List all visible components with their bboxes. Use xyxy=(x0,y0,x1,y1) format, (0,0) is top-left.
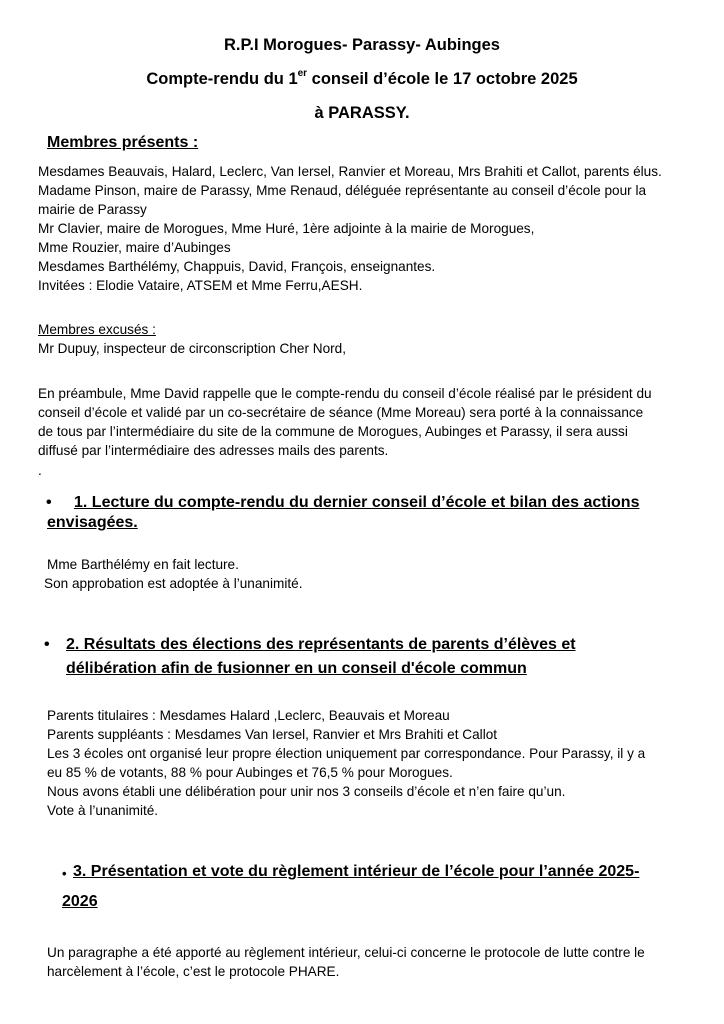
preamble-line: conseil d’école et validé par un co-secrétaire de séance (Mme Moreau) sera porté à la connaissance xyxy=(38,405,644,420)
members-present-line: Mesdames Barthélémy, Chappuis, David, François, enseignantes. xyxy=(38,259,436,274)
section2-line: Les 3 écoles ont organisé leur propre élection uniquement par correspondance. Pour Parassy, il y a xyxy=(47,746,646,761)
preamble-dot: . xyxy=(38,463,42,478)
section3-paragraph xyxy=(47,943,645,981)
section1-line: Mme Barthélémy en fait lecture. xyxy=(47,557,239,572)
section2-line: Vote à l’unanimité. xyxy=(47,803,159,818)
preamble-paragraph xyxy=(38,384,652,460)
members-present-line: Mr Clavier, maire de Morogues, Mme Huré, 1ère adjointe à la mairie de Morogues, xyxy=(38,221,535,236)
section3-bullet: • xyxy=(62,866,67,881)
section1-title-line1: 1. Lecture du compte-rendu du dernier conseil d’école et bilan des actions xyxy=(74,494,640,511)
members-present-list xyxy=(38,162,662,295)
section2-line: Parents suppléants : Mesdames Van Iersel, Ranvier et Mrs Brahiti et Callot xyxy=(47,727,498,742)
section1-line: Son approbation est adoptée à l’unanimité. xyxy=(44,576,303,591)
section2-line: Nous avons établi une délibération pour unir nos 3 conseils d’école et n’en faire qu’un. xyxy=(47,784,566,799)
section2-paragraph xyxy=(47,706,645,820)
header-location-line: à PARASSY. xyxy=(314,104,410,122)
members-present-line: Invitées : Elodie Vataire, ATSEM et Mme Ferru,AESH. xyxy=(38,278,363,293)
preamble-line: En préambule, Mme David rappelle que le compte-rendu du conseil d’école réalisé par le président du xyxy=(38,386,652,401)
members-present-line: Madame Pinson, maire de Parassy, Mme Renaud, déléguée représentante au conseil d’école pour la xyxy=(38,183,647,198)
members-present-line: Mme Rouzier, maire d’Aubinges xyxy=(38,240,231,255)
section2-title-line1: 2. Résultats des élections des représentants de parents d’élèves et xyxy=(66,636,576,653)
members-excused-heading: Membres excusés : xyxy=(38,322,156,337)
header-rpi-line: R.P.I Morogues- Parassy- Aubinges xyxy=(224,36,500,54)
members-present-line: mairie de Parassy xyxy=(38,202,147,217)
section1-title-line2: envisagées. xyxy=(47,514,138,531)
section2-title-line2: délibération afin de fusionner en un conseil d'école commun xyxy=(66,660,527,677)
header-title-sup: er xyxy=(297,68,308,79)
header-title-line xyxy=(0,70,724,89)
section3-line: Un paragraphe a été apporté au règlement intérieur, celui-ci concerne le protocole de lutte contre le xyxy=(47,945,645,960)
preamble-line: de tous par l’intermédiaire du site de la commune de Morogues, Aubinges et Parassy, il sera aussi xyxy=(38,424,628,439)
members-excused-line: Mr Dupuy, inspecteur de circonscription Cher Nord, xyxy=(38,341,346,356)
section2-line: Parents titulaires : Mesdames Halard ,Leclerc, Beauvais et Moreau xyxy=(47,708,450,723)
section3-line: harcèlement à l’école, c’est le protocole PHARE. xyxy=(47,964,340,979)
members-present-heading: Membres présents : xyxy=(47,134,199,151)
members-present-line: Mesdames Beauvais, Halard, Leclerc, Van Iersel, Ranvier et Moreau, Mrs Brahiti et Callot, parents élus. xyxy=(38,164,662,179)
section2-line: eu 85 % de votants, 88 % pour Aubinges et 76,5 % pour Morogues. xyxy=(47,765,453,780)
preamble-line: diffusé par l’intermédiaire des adresses mails des parents. xyxy=(38,443,389,458)
section3-title-line2: 2026 xyxy=(62,893,98,910)
section2-bullet: • xyxy=(44,636,50,653)
section3-title-line1: 3. Présentation et vote du règlement intérieur de l’école pour l’année 2025- xyxy=(73,863,640,880)
header-title-pre: Compte-rendu du 1 xyxy=(146,70,298,88)
header-title-post: conseil d’école le 17 octobre 2025 xyxy=(307,70,578,88)
section1-bullet: • xyxy=(46,494,52,511)
